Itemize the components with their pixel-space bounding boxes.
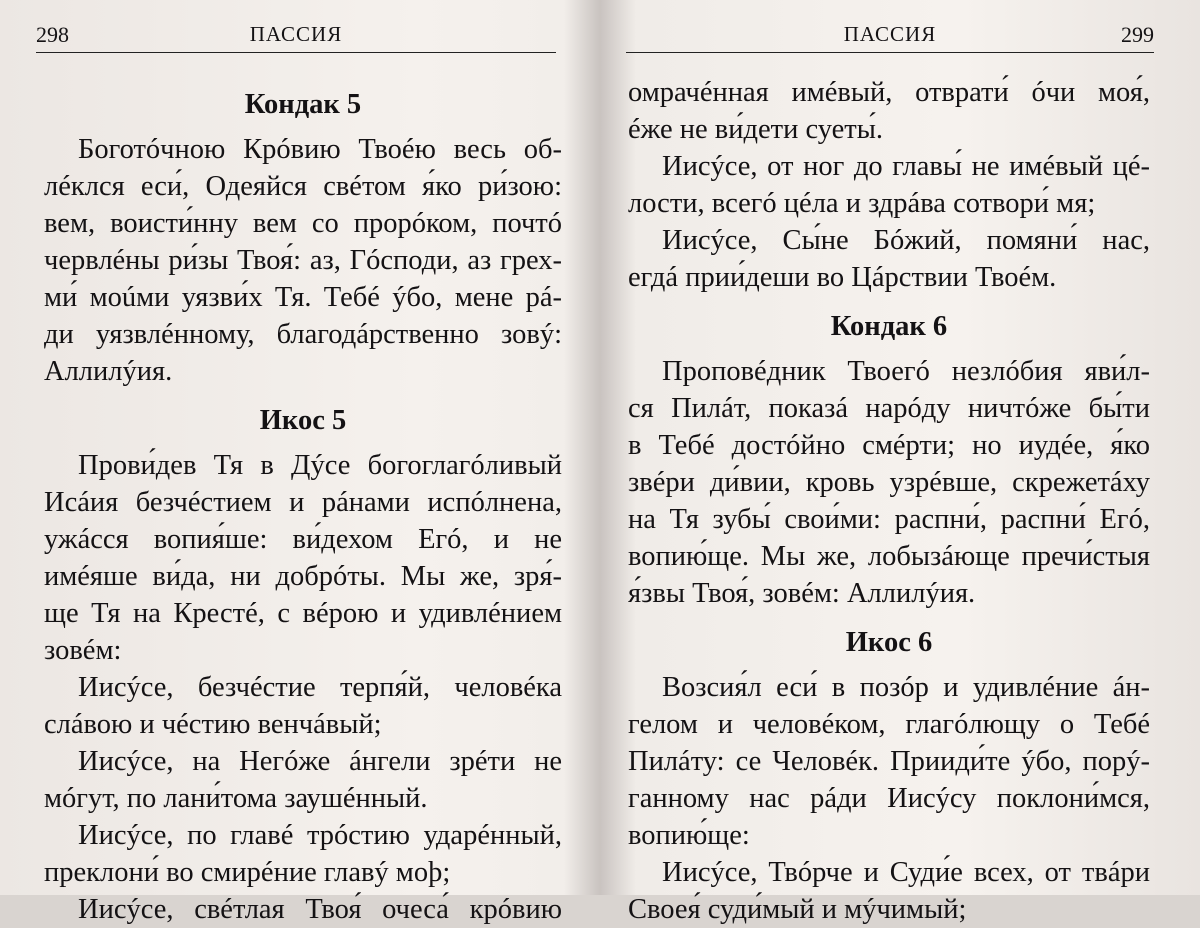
text-line: ди уязвлéнному, благодáрственно зовý: [44,319,562,350]
text-line: лости, всегó цéла и здрáва сотвори́ мя; [628,188,1096,219]
text-line: ще Тя на Крестé, с вéрою и удивлéнием [44,598,562,629]
right-page [604,0,1200,925]
text-line: мóгут, по лани́тома заушéнный. [44,783,428,814]
text-line: зовéм: [44,635,122,666]
text-line: преклони́ во смирéние главý моþ; [44,857,451,888]
left-running-title: ПАССИЯ [249,22,343,46]
text-line: Пилáту: се Человéк. Прииди́те ýбо, порý- [628,746,1150,777]
right-running-head [626,18,1154,53]
text-line: Иисýсе, Твóрче и Суди́е всех, от твáри [662,857,1150,888]
right-page-number: 299 [1121,22,1154,47]
text-line: на Тя зубы́ свои́ми: распни́, распни́ Егó, [628,504,1150,535]
text-line: Возсия́л еси́ в позóр и удивлéние áн- [662,672,1150,703]
text-line: имéяше ви́да, ни добрóты. Мы же, зря́- [44,561,562,592]
text-line: éже не ви́дети суеты́. [628,114,883,145]
left-page-text [44,74,562,928]
text-line: Своея́ суди́мый и мýчимый; [628,894,967,925]
text-line: Иисýсе, по главé трóстию ударéнный, [78,820,562,851]
text-line: в Тебé достóйно смéрти; но иудéе, я́ко [628,430,1150,461]
left-page [0,0,596,925]
text-line: вем, воисти́нну вем со прорóком, почтó [44,208,562,239]
right-page-text [628,74,1150,928]
text-line: червлéны ри́зы Твоя́: аз, Гóсподи, аз грех- [44,245,562,276]
section-heading: Икос 6 [845,627,933,658]
text-line: вопию́ще: [628,820,750,851]
section-heading: Икос 5 [259,405,347,436]
text-line: лéклся еси́, Одеяйся свéтом я́ко ри́зою: [44,171,562,202]
text-line: ганному нас рáди Иисýсу поклони́мся, [628,783,1150,814]
text-line: Иисýсе, на Негóже áнгели зрéти не [78,746,562,777]
text-line: Проповéдник Твоегó незлóбия яви́л- [662,356,1150,387]
text-line: ужáсся вопия́ше: ви́дехом Егó, и не [44,524,562,555]
section-heading: Кондак 6 [830,311,948,342]
right-running-title: ПАССИЯ [843,22,937,46]
text-line: Иисýсе, от ног до главы́ не имéвый цé- [662,151,1150,182]
text-line: Боготóчною Крóвию Твоéю весь об- [78,134,562,165]
text-line: слáвою и чéстию венчáвый; [44,709,382,740]
text-line: ми́ моúми уязви́х Тя. Тебé ýбо, мене рá- [44,282,562,313]
text-line: я́звы Твоя́, зовéм: Аллилýия. [628,578,976,609]
left-page-number: 298 [36,22,69,47]
text-line: вопию́ще. Мы же, лобызáюще пречи́стыя [628,541,1150,572]
text-line: Исáия безчéстием и рáнами испóлнена, [44,487,562,518]
text-line: егдá прии́деши во Цáрствии Твоéм. [628,262,1057,293]
text-line: омрачéнная имéвый, отврати́ óчи моя́, [628,77,1150,108]
text-line: Аллилýия. [44,356,173,387]
text-line: Иисýсе, свéтлая Твоя́ очеса́ крóвию [78,894,562,925]
text-line: гелом и человéком, глагóлющу о Тебé [628,709,1150,740]
section-heading: Кондак 5 [244,89,362,120]
text-line: Прови́дев Тя в Дýсе богоглагóливый [78,450,562,481]
text-line: Иисýсе, Сы́не Бóжий, помяни́ нас, [662,225,1150,256]
text-line: Иисýсе, безчéстие терпя́й, человéка [78,672,562,703]
text-line: ся Пилáт, показá нарóду ничтóже бы́ти [628,393,1150,424]
left-running-head [36,18,556,53]
text-line: звéри ди́вии, кровь узрéвше, скрежетáху [628,467,1150,498]
